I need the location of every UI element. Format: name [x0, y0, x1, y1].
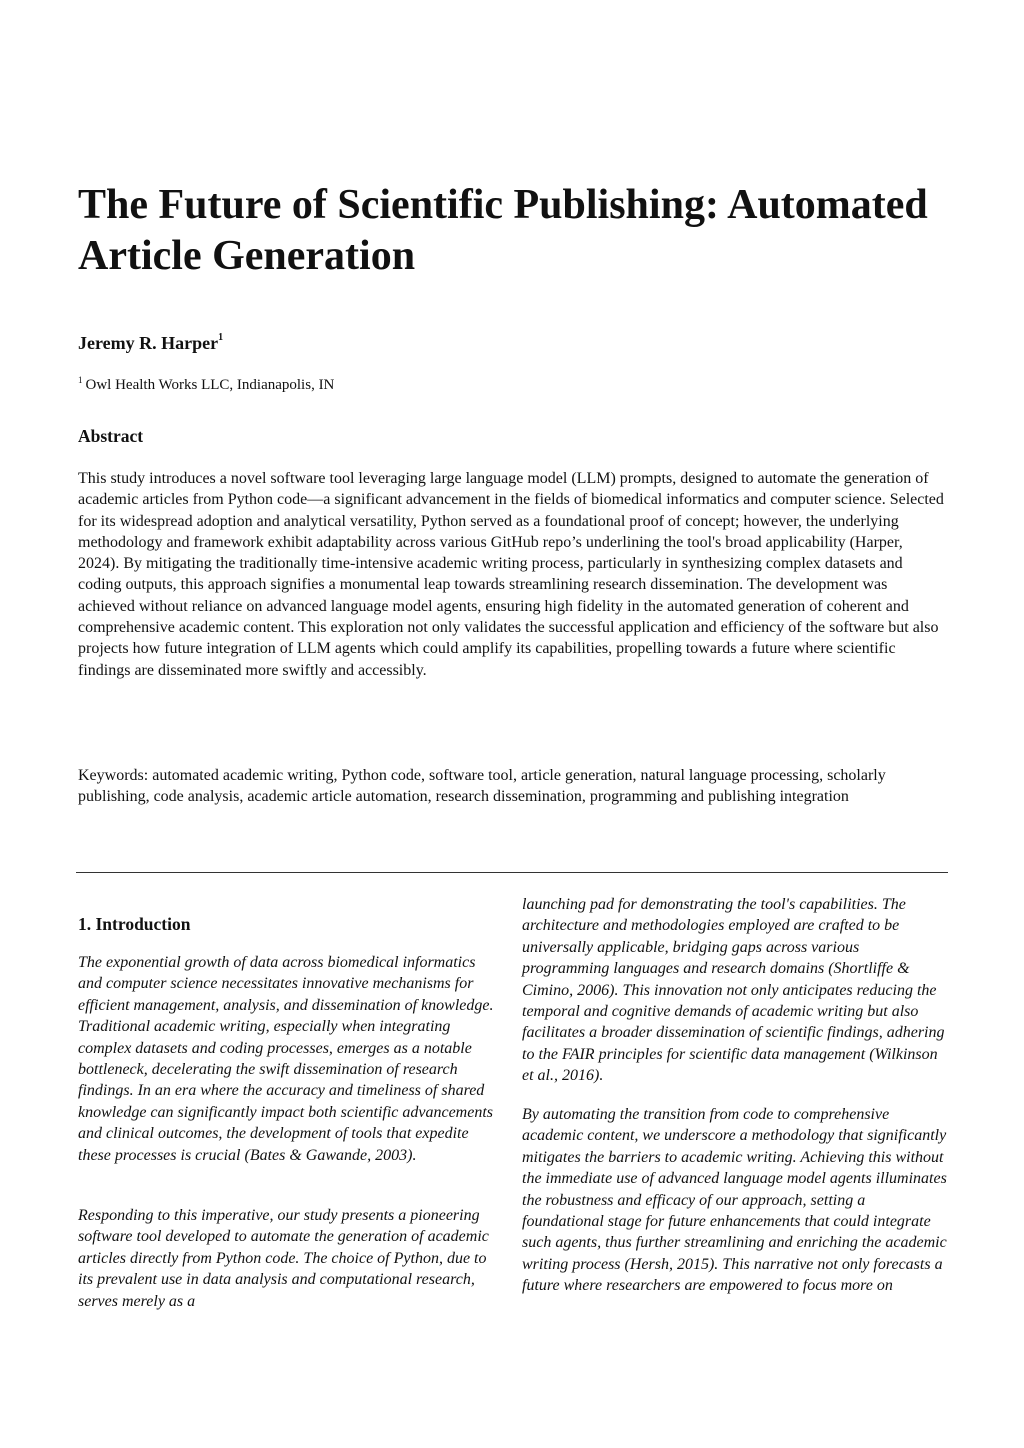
section-divider [76, 872, 948, 873]
keywords: Keywords: automated academic writing, Python code, software tool, article generation, natural language processing, scholarly publishing, code analysis, academic article automation, research dissemination, programming and publishing integration [78, 767, 886, 806]
introduction-heading: 1. Introduction [78, 914, 191, 934]
introduction-paragraph-3: launching pad for demonstrating the tool's capabilities. The architecture and methodologies employed are crafted to be universally applicable, bridging gaps across various programming languages and research domains (Shortliffe & Cimino, 2006). This innovation not only anticipates reducing the temporal and cognitive demands of academic writing but also facilitates a broader dissemination of scientific findings, adhering to the FAIR principles for scientific data management (Wilkinson et al., 2016). [522, 896, 945, 1085]
affiliation-text: Owl Health Works LLC, Indianapolis, IN [85, 377, 335, 393]
introduction-paragraph-4: By automating the transition from code to comprehensive academic content, we underscore a methodology that significantly mitigates the barriers to academic writing. Achieving this without the immediate use of advanced language model agents illuminates the robustness and efficacy of our approach, setting a foundational stage for future enhancements that could integrate such agents, thus further streamlining and enriching the academic writing process (Hersh, 2015). This narrative not only forecasts a future where researchers are empowered to focus more on [522, 1106, 947, 1295]
author-name: Jeremy R. Harper [78, 333, 219, 353]
paper-title: The Future of Scientific Publishing: Automated Article Generation [78, 182, 928, 279]
affiliation-line [78, 370, 334, 395]
affiliation-marker: 1 [78, 375, 83, 385]
introduction-paragraph-2: Responding to this imperative, our study presents a pioneering software tool developed to automate the generation of academic articles directly from Python code. The choice of Python, due to its prevalent use in data analysis and computational research, serves merely as a [78, 1207, 489, 1310]
author-affiliation-marker: 1 [218, 332, 224, 343]
abstract-body: This study introduces a novel software tool leveraging large language model (LLM) prompts, designed to automate the generation of academic articles from Python code—a significant advancement in the fields of biomedical informatics and computer science. Selected for its widespread adoption and analytical versatility, Python served as a foundational proof of concept; however, the underlying methodology and framework exhibit adaptability across various GitHub repo’s underlining the tool's broad applicability (Harper, 2024). By mitigating the traditionally time-intensive academic writing process, particularly in synthesizing complex datasets and coding outputs, this approach signifies a monumental leap towards streamlining research dissemination. The development was achieved without reliance on advanced language model agents, ensuring high fidelity in the automated generation of coherent and comprehensive academic content. This exploration not only validates the successful application and efficiency of the software but also projects how future integration of LLM agents which could amplify its capabilities, propelling towards a future where scientific findings are disseminated more swiftly and accessibly. [78, 470, 944, 679]
introduction-paragraph-1: The exponential growth of data across biomedical informatics and computer science necessitates innovative mechanisms for efficient management, analysis, and dissemination of knowledge. Traditional academic writing, especially when integrating complex datasets and coding processes, emerges as a notable bottleneck, decelerating the swift dissemination of research findings. In an era where the accuracy and timeliness of shared knowledge can significantly impact both scientific advancements and clinical outcomes, the development of tools that expedite these processes is crucial (Bates & Gawande, 2003). [78, 954, 494, 1164]
author-line [78, 328, 223, 355]
abstract-heading: Abstract [78, 426, 144, 446]
